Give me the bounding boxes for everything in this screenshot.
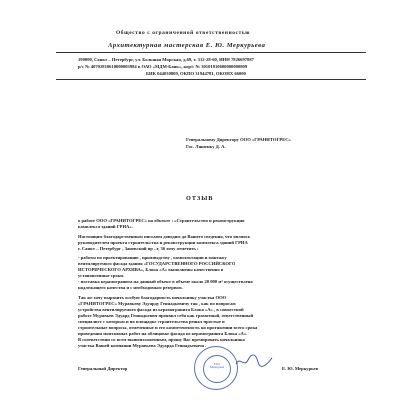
header-rule-top: [56, 52, 366, 53]
body-line: руководителем проекта строительства и реконструкции комплекса зданий ГРИА: [78, 239, 248, 245]
body-line: комплекса зданий ГРИА».: [78, 224, 133, 229]
body-line: строительные вопросы, отмеченные и его компетентность на протяжении всего срока: [78, 324, 258, 330]
body-line: вентилируемого фасада здания «ГОСУДАРСТВЕННОГО РОССИЙСКОГО: [78, 261, 236, 267]
body-line: Так же хочу выразить особую благодарность начальнику участка ООО: [78, 294, 227, 300]
body-line: - работы по проектированию , производству , комплектации и монтажу: [78, 255, 227, 261]
body-line: ИСТОРИЧЕСКОГО АРХИВА», Блока «А» выполнены качественно в: [78, 267, 224, 273]
signature-role: Генеральный Директор: [78, 366, 128, 371]
body-line: г. Санкт – Петербург , Заневский пр –т, 36 хочу отметить :: [78, 245, 199, 251]
addressee-line-1: Генеральному Директору ООО «ГРАНИТОГРЕС»: [186, 137, 291, 142]
body-line: надлежащего качества и с необходимым резервом.: [78, 285, 183, 291]
signature-name: Е. Ю. Меркурьев: [282, 366, 319, 371]
body-line: проведения монтажных работ на облицовке фасада из керамогранита Блока «А».: [78, 330, 248, 336]
document-title: ОТЗЫВ: [186, 195, 214, 202]
studio-name: Архитектурная мастерская Е. Ю. Меркурьева: [108, 42, 266, 49]
requisites-line-2: р/с № 40702810610000003984 в ОАО «МДМ-Банк», кор/с № 30101810600000000809: [78, 64, 248, 69]
handwritten-signature: [234, 352, 274, 370]
body-line: установленные сроки.: [78, 273, 125, 279]
body-line: «ГРАНИТОГРЕС» Муравьеву Эдуарду Геннадьевичу так , как по вопросам: [78, 300, 236, 306]
header-rule-bottom: [56, 79, 366, 80]
company-stamp-seal: Е.Ю. Меркурьев: [194, 346, 238, 390]
letter-page: [56, 28, 366, 400]
body-line: Настоящим благодарственным письмом доводим до Вашего сведения, что являясь: [78, 233, 251, 239]
organization-form-line: Общество с ограниченной ответственностью: [116, 30, 250, 36]
body-line: участка Вашей компании Муравьева Эдуарда Геннадьевича .: [78, 342, 207, 348]
body-line: работе Муравьев Эдуард Геннадьевич проявил себя как грамотный, ответственный: [78, 312, 254, 318]
body-line: В соответствии со всем вышеизложенным, прошу Вас премировать начальника: [78, 336, 245, 342]
body-line: устройства вентилируемого фасада из керамогранита Блока «А» , в совместной: [78, 306, 244, 312]
body-line: о работе ООО «ГРАНИТОГРЕС» на объекте : «Строительство и реконструкция: [78, 218, 245, 223]
requisites-line-1: 190000, Санкт – Петербург, ул. Большая Морская, д.69, т. 312-28-60, ИНН 7826697887: [78, 57, 254, 62]
requisites-line-3: БИК 044030809, ОКПО 31944781, ОКОНХ 66000: [146, 71, 246, 76]
body-line: - поставка керамогранита на данный объект в объеме около 20 000 м² осуществлена: [78, 279, 253, 285]
body-line: специалист с которым и на площадке строительства решал простые и: [78, 318, 225, 324]
addressee-line-2: Гос. Ляшенку Д. А.: [186, 144, 226, 149]
